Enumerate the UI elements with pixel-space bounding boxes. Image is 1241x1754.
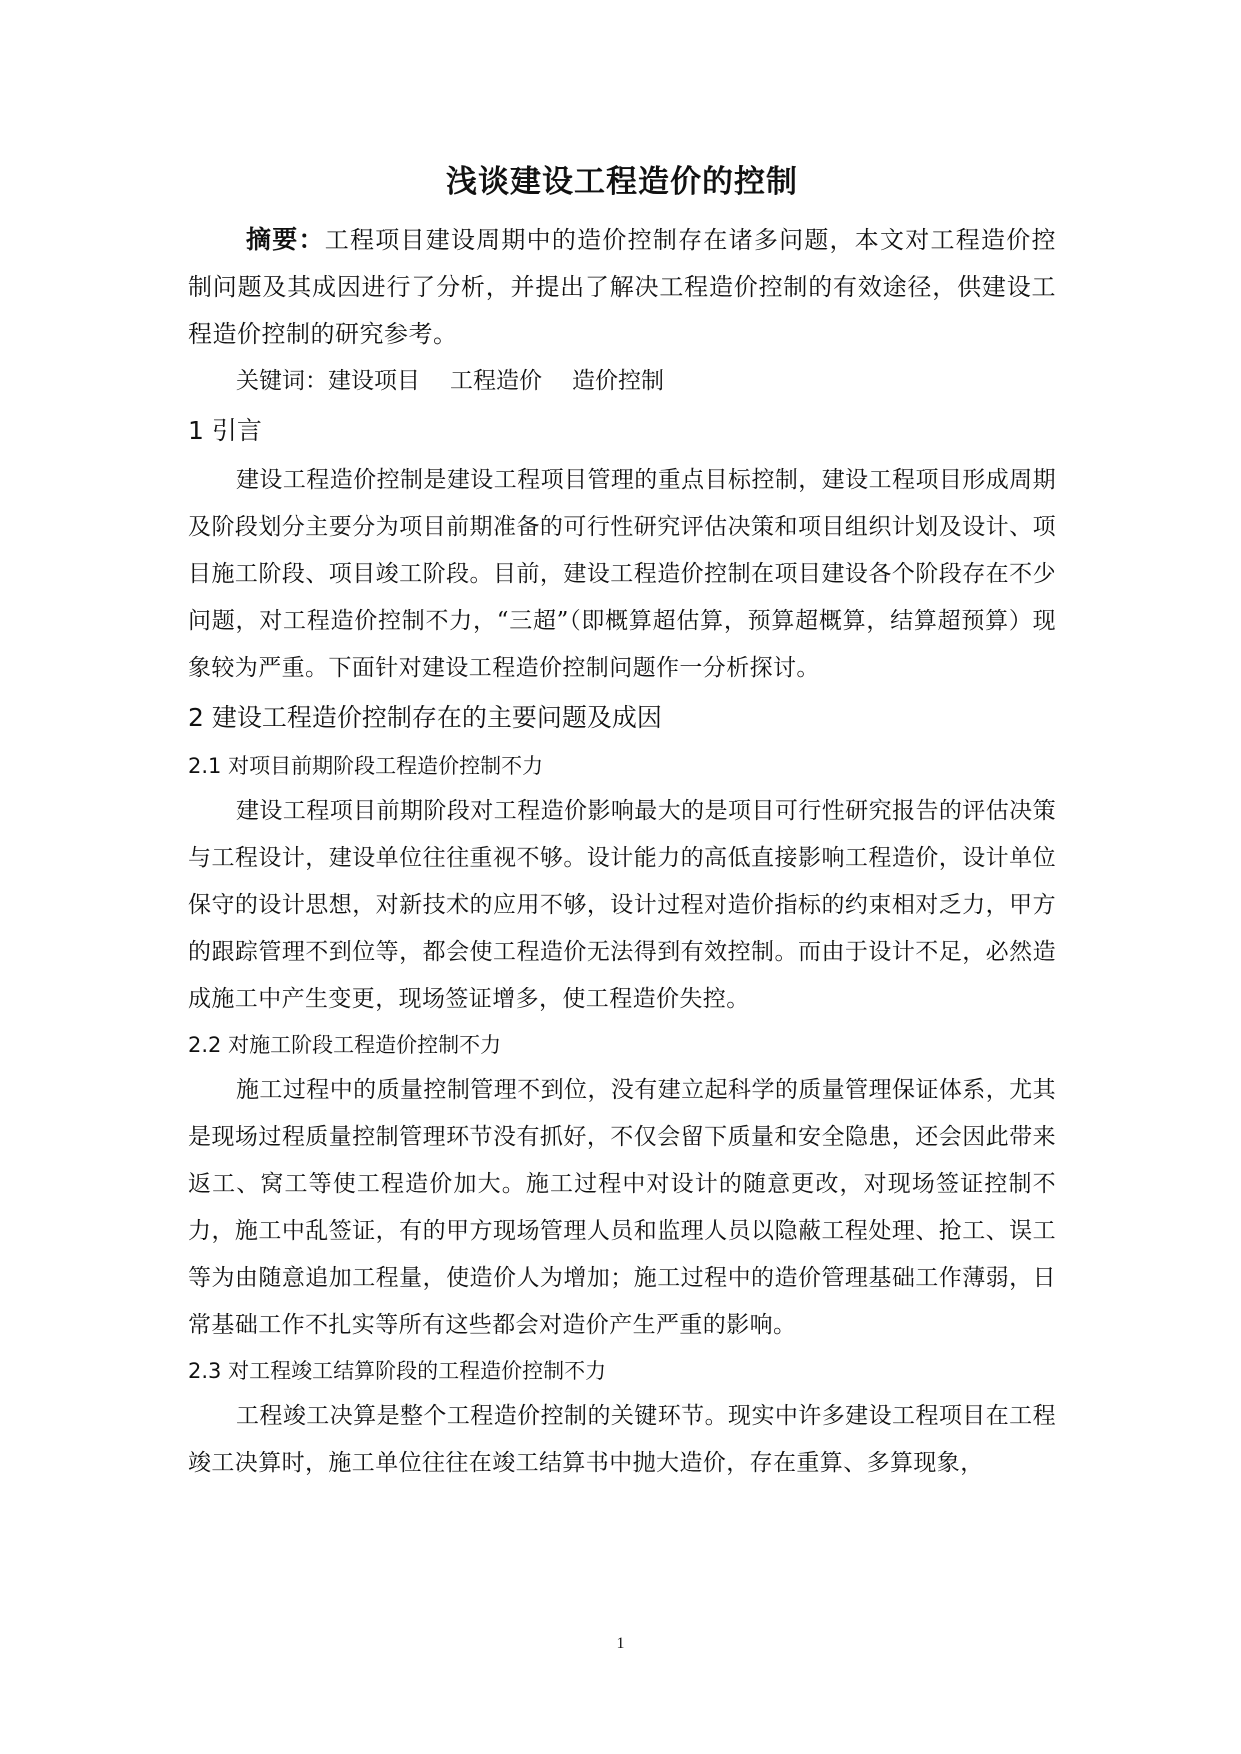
section-heading-introduction: 1 引言 — [188, 416, 262, 445]
page-number: 1 — [616, 1635, 625, 1652]
subsection-paragraph: 建设工程项目前期阶段对工程造价影响最大的是项目可行性研究报告的评估决策与工程设计，建设单位往往重视不够。设计能力的高低直接影响工程造价，设计单位保守的设计思想，对新技术的应用不够，设计过程对造价指标的约束相对乏力，甲方的跟踪管理不到位等，都会使工程造价无法得到有效控制。而由于设计不足，必然造成施工中产生变更，现场签证增多，使工程造价失控。 — [188, 798, 1056, 1012]
keywords — [188, 358, 1056, 405]
subsection-heading: 2.2 对施工阶段工程造价控制不力 — [188, 1033, 502, 1057]
section-heading-main-problems: 2 建设工程造价控制存在的主要问题及成因 — [188, 703, 662, 732]
subsection-heading: 2.3 对工程竣工结算阶段的工程造价控制不力 — [188, 1359, 607, 1383]
subsection-paragraph: 工程竣工决算是整个工程造价控制的关键环节。现实中许多建设工程项目在工程竣工决算时，施工单位往往在竣工结算书中抛大造价，存在重算、多算现象， — [188, 1403, 1056, 1476]
keywords-label: 关键词： — [236, 368, 328, 394]
subsection-heading: 2.1 对项目前期阶段工程造价控制不力 — [188, 754, 544, 778]
section-paragraph: 建设工程造价控制是建设工程项目管理的重点目标控制，建设工程项目形成周期及阶段划分主要分为项目前期准备的可行性研究评估决策和项目组织计划及设计、项目施工阶段、项目竣工阶段。目前，建设工程造价控制在项目建设各个阶段存在不少问题，对工程造价控制不力，“三超”（即概算超估算，预算超概算，结算超预算）现象较为严重。下面针对建设工程造价控制问题作一分析探讨。 — [188, 467, 1056, 681]
page-title: 浅谈建设工程造价的控制 — [446, 164, 798, 200]
abstract-label: 摘要： — [246, 225, 325, 254]
document-body — [188, 160, 1056, 1487]
abstract-text: 工程项目建设周期中的造价控制存在诸多问题，本文对工程造价控制问题及其成因进行了分析，并提出了解决工程造价控制的有效途径，供建设工程造价控制的研究参考。 — [188, 226, 1056, 348]
subsection-paragraph: 施工过程中的质量控制管理不到位，没有建立起科学的质量管理保证体系，尤其是现场过程质量控制管理环节没有抓好，不仅会留下质量和安全隐患，还会因此带来返工、窝工等使工程造价加大。施工过程中对设计的随意更改，对现场签证控制不力，施工中乱签证，有的甲方现场管理人员和监理人员以隐蔽工程处理、抢工、误工等为由随意追加工程量，使造价人为增加；施工过程中的造价管理基础工作薄弱，日常基础工作不扎实等所有这些都会对造价产生严重的影响。 — [188, 1077, 1056, 1338]
keyword-item: 造价控制 — [572, 368, 664, 394]
keyword-item: 建设项目 — [328, 368, 420, 394]
keyword-item: 工程造价 — [450, 368, 542, 394]
abstract — [188, 216, 1056, 358]
